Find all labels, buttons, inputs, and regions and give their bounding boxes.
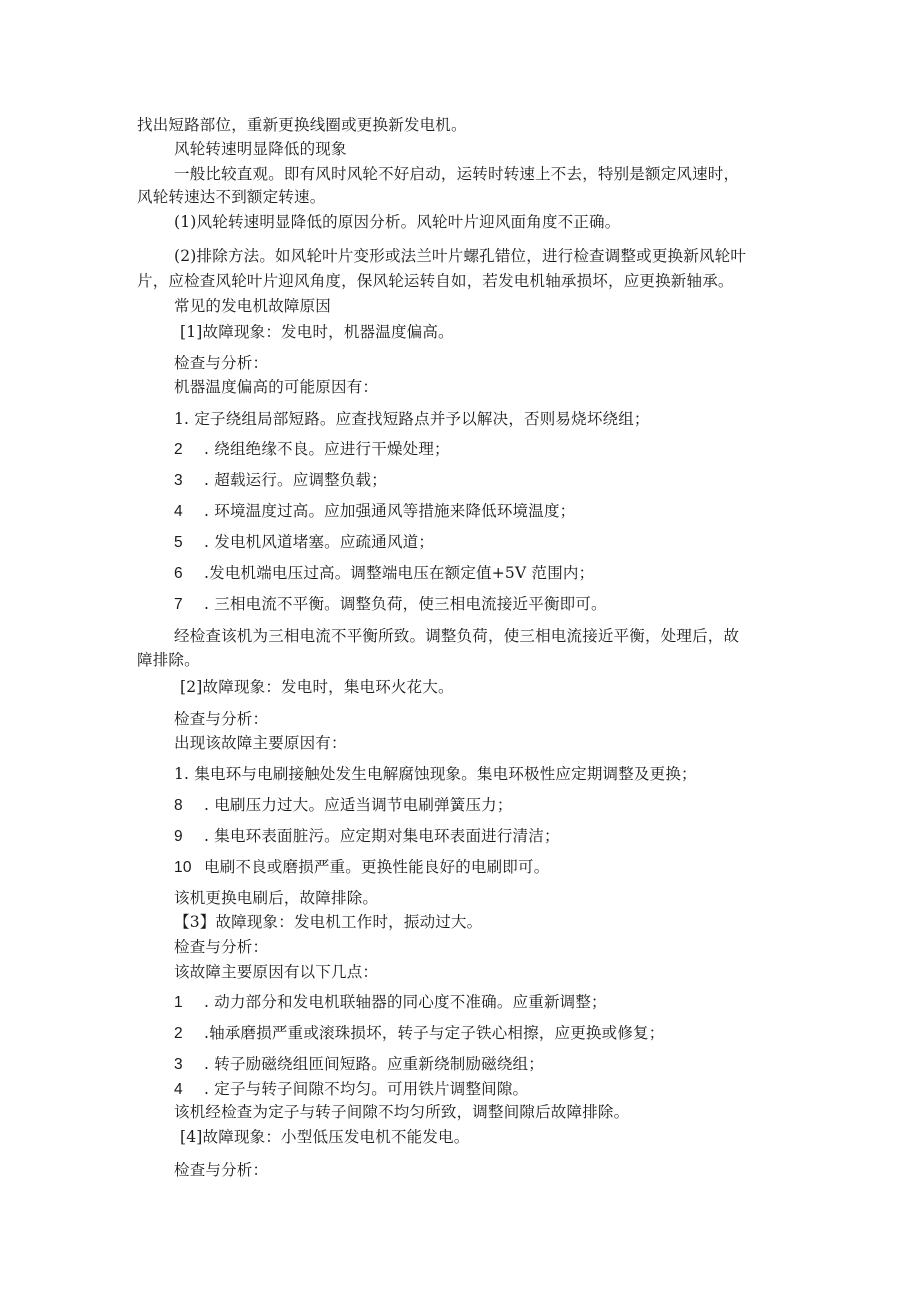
fault-heading: 【3】故障现象：发电机工作时，振动过大。 xyxy=(174,913,483,931)
text-line: 经检查该机为三相电流不平衡所致。调整负荷，使三相电流接近平衡，处理后，故 xyxy=(174,627,740,645)
list-item xyxy=(174,532,434,553)
list-item xyxy=(174,992,607,1013)
list-number: 3 xyxy=(174,1056,183,1073)
fault-heading: [4]故障现象：小型低压发电机不能发电。 xyxy=(180,1128,470,1146)
list-item xyxy=(174,470,387,491)
list-text: . 三相电流不平衡。调整负荷，使三相电流接近平衡即可。 xyxy=(204,595,607,613)
section-heading: 风轮转速明显降低的现象 xyxy=(174,140,347,158)
list-item: 1. 集电环与电刷接触处发生电解腐蚀现象。集电环极性应定期调整及更换； xyxy=(174,765,697,783)
list-number: 8 xyxy=(174,797,183,814)
list-text: 电刷不良或磨损严重。更换性能良好的电刷即可。 xyxy=(204,858,550,876)
text-line: 检查与分析： xyxy=(174,354,269,372)
text-line: 该机更换电刷后，故障排除。 xyxy=(174,889,379,907)
list-number: 6 xyxy=(174,565,183,582)
list-item xyxy=(174,1079,528,1100)
list-item xyxy=(174,826,560,847)
list-text: . 电刷压力过大。应适当调节电刷弹簧压力； xyxy=(204,796,513,814)
text-line: 一般比较直观。即有风时风轮不好启动，运转时转速上不去，特别是额定风速时， xyxy=(174,165,740,183)
list-number: 9 xyxy=(174,828,183,845)
fault-heading: [1]故障现象：发电时，机器温度偏高。 xyxy=(180,323,454,341)
list-item xyxy=(174,563,594,584)
list-item xyxy=(174,501,575,522)
list-number: 5 xyxy=(174,534,183,551)
list-text: . 转子励磁绕组匝间短路。应重新绕制励磁绕组； xyxy=(204,1055,544,1073)
list-item xyxy=(174,1054,544,1075)
text-line: (2)排除方法。如风轮叶片变形或法兰叶片螺孔错位，进行检查调整或更换新风轮叶 xyxy=(174,247,747,265)
text-line: (1)风轮转速明显降低的原因分析。风轮叶片迎风面角度不正确。 xyxy=(174,213,621,231)
list-item xyxy=(174,857,549,878)
list-item xyxy=(174,795,513,816)
text-line: 该机经检查为定子与转子间隙不均匀所致，调整间隙后故障排除。 xyxy=(174,1103,630,1121)
text-line: 片，应检查风轮叶片迎风角度，保风轮运转自如，若发电机轴承损坏，应更换新轴承。 xyxy=(137,272,734,290)
list-number: 1 xyxy=(174,994,183,1011)
text-line: 检查与分析： xyxy=(174,1161,269,1179)
text-line: 机器温度偏高的可能原因有： xyxy=(174,378,379,396)
text-line: 检查与分析： xyxy=(174,710,269,728)
list-number: 4 xyxy=(174,503,183,520)
text-line: 检查与分析： xyxy=(174,938,269,956)
text-line: 该故障主要原因有以下几点： xyxy=(174,963,379,981)
list-text: .发电机端电压过高。调整端电压在额定值+5V 范围内； xyxy=(204,564,595,582)
list-number: 3 xyxy=(174,472,183,489)
list-item: 1. 定子绕组局部短路。应查找短路点并予以解决，否则易烧坏绕组； xyxy=(174,410,650,428)
text-line: 风轮转速达不到额定转速。 xyxy=(137,188,326,206)
list-item xyxy=(174,439,450,460)
text-line: 障排除。 xyxy=(137,651,200,669)
text-line: 出现该故障主要原因有： xyxy=(174,734,347,752)
list-text: . 集电环表面脏污。应定期对集电环表面进行清洁； xyxy=(204,827,560,845)
list-text: . 定子与转子间隙不均匀。可用铁片调整间隙。 xyxy=(204,1080,529,1098)
list-text: . 绕组绝缘不良。应进行干燥处理； xyxy=(204,440,450,458)
list-item xyxy=(174,594,607,615)
list-text: . 超载运行。应调整负载； xyxy=(204,471,387,489)
list-text: .轴承磨损严重或滚珠损坏，转子与定子铁心相擦，应更换或修复； xyxy=(204,1024,665,1042)
list-number: 2 xyxy=(174,1025,183,1042)
list-number: 4 xyxy=(174,1081,183,1098)
list-text: . 发电机风道堵塞。应疏通风道； xyxy=(204,533,435,551)
list-text: . 动力部分和发电机联轴器的同心度不准确。应重新调整； xyxy=(204,993,607,1011)
list-item xyxy=(174,1023,664,1044)
list-number: 7 xyxy=(174,596,183,613)
list-number: 2 xyxy=(174,441,183,458)
text-line: 找出短路部位，重新更换线圈或更换新发电机。 xyxy=(137,116,467,134)
list-text: . 环境温度过高。应加强通风等措施来降低环境温度； xyxy=(204,502,576,520)
section-heading: 常见的发电机故障原因 xyxy=(174,297,332,315)
fault-heading: [2]故障现象：发电时，集电环火花大。 xyxy=(180,678,454,696)
list-number: 10 xyxy=(174,859,192,876)
